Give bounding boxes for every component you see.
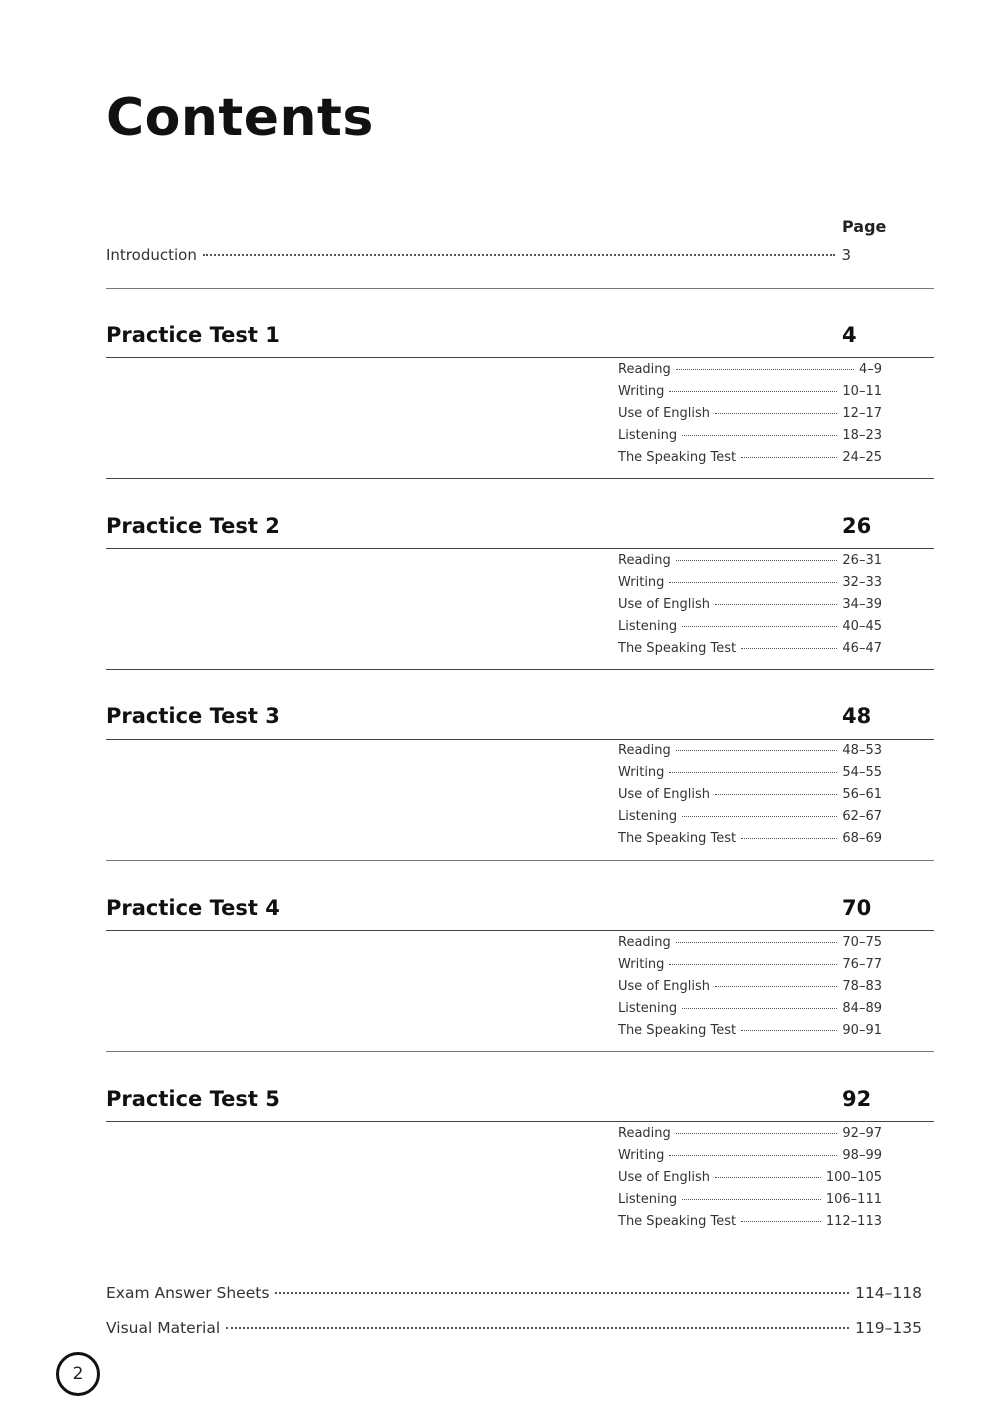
divider [106,478,934,479]
dot-leader [715,413,837,414]
divider [106,548,934,549]
entry-page: 12–17 [842,406,882,421]
dot-leader [203,254,836,256]
toc-entry[interactable] [618,957,882,972]
toc-entry[interactable] [618,619,882,634]
toc-entry[interactable] [618,743,882,758]
dot-leader [676,369,854,370]
entry-page: 40–45 [842,619,882,634]
divider [106,357,934,358]
dot-leader [741,838,837,839]
toc-entry[interactable] [618,787,882,802]
entry-label: Writing [618,575,665,590]
entry-page: 18–23 [842,428,882,443]
entry-page: 48–53 [842,743,882,758]
entry-label: Use of English [618,406,711,421]
entry-page: 54–55 [842,765,882,780]
divider [106,739,934,740]
dot-leader [741,1221,821,1222]
entry-label: Reading [618,743,671,758]
entry-label: Listening [618,1001,678,1016]
entry-label: Introduction [106,246,197,264]
dot-leader [682,816,837,817]
entry-label: Writing [618,765,665,780]
entry-page: 92–97 [842,1126,882,1141]
dot-leader [676,1133,838,1134]
entry-label: Exam Answer Sheets [106,1284,270,1302]
entry-label: Reading [618,362,671,377]
entry-label: Use of English [618,979,711,994]
section-page: 70 [842,896,872,920]
entry-page: 34–39 [842,597,882,612]
divider [106,288,934,289]
divider [106,1121,934,1122]
entry-page: 76–77 [842,957,882,972]
entry-page: 10–11 [842,384,882,399]
entry-page: 90–91 [842,1023,882,1038]
entry-page: 114–118 [855,1284,922,1302]
section-page: 92 [842,1087,872,1111]
divider [106,1051,934,1052]
entry-label: Writing [618,957,665,972]
dot-leader [682,1008,837,1009]
toc-entry[interactable] [618,765,882,780]
toc-entry[interactable] [618,1170,882,1185]
entry-page: 112–113 [825,1214,882,1229]
entry-label: Listening [618,619,678,634]
entry-page: 46–47 [842,641,882,656]
page-column-label: Page [842,217,887,236]
toc-entry[interactable] [618,1126,882,1141]
toc-entry[interactable] [618,450,882,465]
entry-label: The Speaking Test [618,1023,737,1038]
entry-label: The Speaking Test [618,450,737,465]
entry-label: Use of English [618,787,711,802]
toc-entry[interactable] [618,597,882,612]
entry-label: Listening [618,1192,678,1207]
entry-page: 70–75 [842,935,882,950]
toc-entry[interactable] [618,1148,882,1163]
entry-label: Reading [618,1126,671,1141]
entry-page: 56–61 [842,787,882,802]
entry-page: 62–67 [842,809,882,824]
dot-leader [715,794,837,795]
entry-page: 68–69 [842,831,882,846]
entry-label: The Speaking Test [618,831,737,846]
section-title-practice-test-1[interactable]: Practice Test 1 [106,323,280,347]
dot-leader [682,626,837,627]
dot-leader [715,1177,821,1178]
entry-page: 3 [841,246,851,264]
page-number-badge: 2 [56,1352,100,1396]
entry-label: Use of English [618,1170,711,1185]
toc-entry[interactable] [618,809,882,824]
toc-entry-visual-material[interactable] [106,1319,922,1337]
divider [106,860,934,861]
dot-leader [669,391,837,392]
entry-page: 32–33 [842,575,882,590]
dot-leader [669,964,837,965]
entry-page: 98–99 [842,1148,882,1163]
dot-leader [676,942,838,943]
entry-label: Reading [618,935,671,950]
section-title-practice-test-3[interactable]: Practice Test 3 [106,704,280,728]
entry-page: 84–89 [842,1001,882,1016]
dot-leader [676,560,838,561]
dot-leader [669,582,837,583]
toc-entry[interactable] [618,428,882,443]
entry-label: Writing [618,1148,665,1163]
entry-page: 26–31 [842,553,882,568]
toc-entry[interactable] [618,1214,882,1229]
toc-entry[interactable] [618,553,882,568]
section-title-practice-test-4[interactable]: Practice Test 4 [106,896,280,920]
page-title: Contents [106,88,374,148]
toc-entry[interactable] [618,1001,882,1016]
toc-entry[interactable] [618,384,882,399]
toc-entry[interactable] [618,575,882,590]
entry-page: 24–25 [842,450,882,465]
section-title-practice-test-2[interactable]: Practice Test 2 [106,514,280,538]
entry-page: 106–111 [825,1192,882,1207]
toc-entry-introduction[interactable] [106,246,851,264]
section-title-practice-test-5[interactable]: Practice Test 5 [106,1087,280,1111]
dot-leader [669,772,837,773]
entry-page: 78–83 [842,979,882,994]
toc-entry[interactable] [618,1192,882,1207]
toc-entry[interactable] [618,641,882,656]
entry-page: 100–105 [825,1170,882,1185]
dot-leader [715,986,837,987]
dot-leader [741,1030,837,1031]
dot-leader [275,1292,849,1294]
entry-label: Use of English [618,597,711,612]
dot-leader [682,435,837,436]
divider [106,669,934,670]
toc-entry-exam-answer-sheets[interactable] [106,1284,922,1302]
entry-label: Visual Material [106,1319,221,1337]
dot-leader [682,1199,821,1200]
dot-leader [226,1327,849,1329]
dot-leader [669,1155,837,1156]
entry-label: Listening [618,428,678,443]
toc-entry[interactable] [618,1023,882,1038]
dot-leader [741,648,837,649]
entry-label: The Speaking Test [618,641,737,656]
dot-leader [676,750,838,751]
toc-entry[interactable] [618,362,882,377]
dot-leader [741,457,837,458]
section-page: 4 [842,323,857,347]
divider [106,930,934,931]
entry-page: 4–9 [858,362,882,377]
entry-label: Writing [618,384,665,399]
toc-entry[interactable] [618,831,882,846]
dot-leader [715,604,837,605]
entry-label: The Speaking Test [618,1214,737,1229]
toc-entry[interactable] [618,979,882,994]
entry-label: Listening [618,809,678,824]
entry-label: Reading [618,553,671,568]
toc-entry[interactable] [618,935,882,950]
section-page: 48 [842,704,872,728]
section-page: 26 [842,514,872,538]
entry-page: 119–135 [855,1319,922,1337]
toc-entry[interactable] [618,406,882,421]
